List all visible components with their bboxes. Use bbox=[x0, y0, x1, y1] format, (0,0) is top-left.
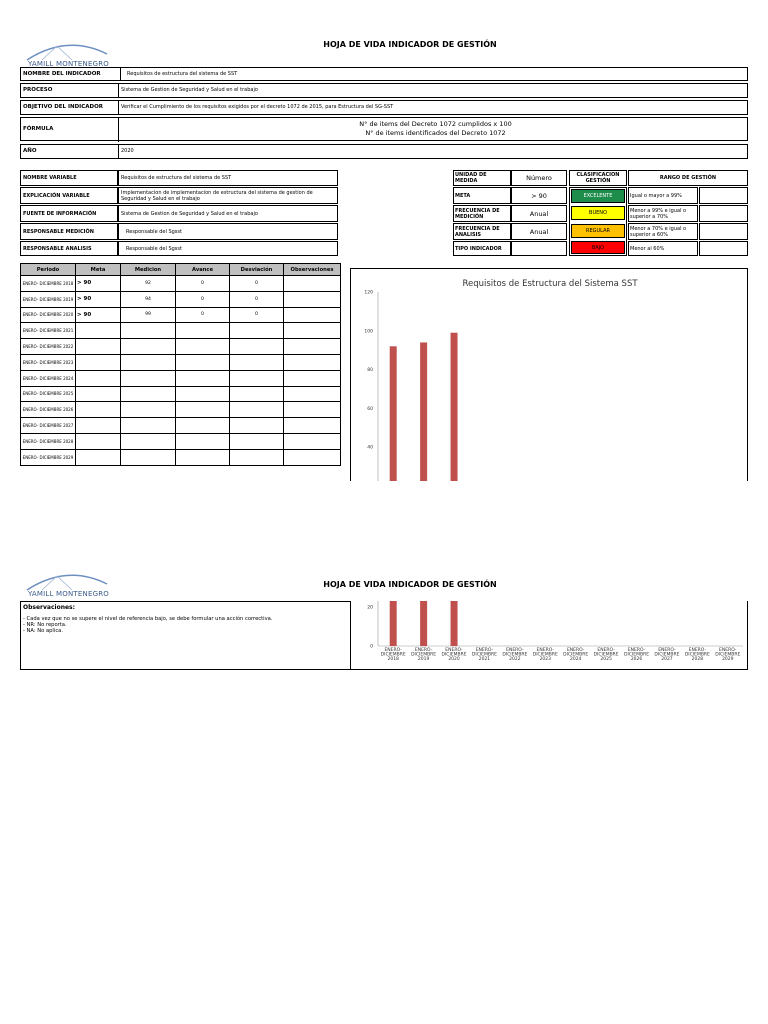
cell-medicion: 92 bbox=[121, 276, 176, 292]
page-title: HOJA DE VIDA INDICADOR DE GESTIÓN bbox=[323, 40, 497, 49]
table-row bbox=[21, 339, 341, 355]
x-tick-label: DICIEMBRE bbox=[471, 652, 497, 658]
x-tick-label: ENERO- bbox=[658, 648, 676, 653]
level-regular: REGULAR bbox=[571, 224, 625, 238]
chart-bar bbox=[390, 346, 397, 481]
x-tick-label: ENERO- bbox=[384, 648, 402, 653]
x-tick-label: ENERO- bbox=[719, 648, 737, 653]
label-nombre-indicador: NOMBRE DEL INDICADOR bbox=[23, 71, 101, 77]
x-tick-label: DICIEMBRE bbox=[654, 652, 680, 658]
row-formula bbox=[20, 117, 748, 141]
cell-desviacion bbox=[230, 354, 284, 370]
logo-text: YAMILL MONTENEGRO bbox=[28, 60, 109, 68]
cell-avance bbox=[176, 449, 230, 465]
chart-plot-bottom bbox=[351, 601, 748, 670]
label-proceso: PROCESO bbox=[23, 87, 53, 93]
observacion-line: - NR: No reporta. bbox=[23, 622, 67, 628]
level-excelente: EXCELENTE bbox=[571, 189, 625, 203]
cell-avance bbox=[176, 370, 230, 386]
x-tick-label: DICIEMBRE bbox=[563, 652, 589, 658]
results-table bbox=[20, 263, 341, 466]
y-tick-label: 60 bbox=[367, 406, 373, 412]
x-tick-label: DICIEMBRE bbox=[624, 652, 650, 658]
cell-meta: > 90 bbox=[76, 276, 121, 292]
cell-desviacion bbox=[230, 449, 284, 465]
cell-avance bbox=[176, 418, 230, 434]
col-medicion: Medicion bbox=[121, 264, 176, 276]
cell-periodo: ENERO- DICIEMBRE 2026 bbox=[21, 402, 76, 418]
cell-observaciones bbox=[284, 418, 341, 434]
row-nombre-indicador bbox=[20, 67, 748, 81]
cell-medicion bbox=[121, 433, 176, 449]
results-table-wrapper bbox=[20, 263, 340, 466]
table-row bbox=[21, 307, 341, 323]
value-anio: 2020 bbox=[118, 145, 134, 158]
cell-desviacion bbox=[230, 339, 284, 355]
cell-observaciones bbox=[284, 402, 341, 418]
logo-arc-icon bbox=[22, 570, 112, 592]
value-explicacion: Implementacion de implementacion de estructura del sistema de gestion de Seguridad y Salud en el trabajo bbox=[118, 187, 338, 204]
chart-bar bbox=[420, 601, 427, 646]
cell-medicion: 99 bbox=[121, 307, 176, 323]
cell-periodo: ENERO- DICIEMBRE 2028 bbox=[21, 433, 76, 449]
cell-periodo: ENERO- DICIEMBRE 2022 bbox=[21, 339, 76, 355]
x-tick-label: DICIEMBRE bbox=[593, 652, 619, 658]
x-tick-label: 2022 bbox=[509, 657, 521, 662]
cell-avance: 0 bbox=[176, 307, 230, 323]
cell-desviacion bbox=[230, 370, 284, 386]
cell-periodo: ENERO- DICIEMBRE 2023 bbox=[21, 354, 76, 370]
value-unidad-medida: Número bbox=[511, 170, 567, 186]
row-objetivo bbox=[20, 100, 748, 115]
cell-desviacion bbox=[230, 433, 284, 449]
label-resp-medicion: RESPONSABLE MEDICIÓN bbox=[20, 223, 118, 240]
x-tick-label: 2023 bbox=[539, 657, 552, 662]
cell-avance bbox=[176, 402, 230, 418]
cell-observaciones bbox=[284, 433, 341, 449]
header-rango: RANGO DE GESTIÓN bbox=[628, 170, 748, 186]
table-row bbox=[21, 418, 341, 434]
cell-meta bbox=[76, 370, 121, 386]
chart-plot-top bbox=[351, 269, 748, 481]
range-blank-3 bbox=[699, 223, 748, 240]
cell-medicion: 94 bbox=[121, 291, 176, 307]
table-row bbox=[21, 402, 341, 418]
y-tick-label: 40 bbox=[367, 445, 373, 451]
cell-desviacion: 0 bbox=[230, 307, 284, 323]
cell-medicion bbox=[121, 323, 176, 339]
x-tick-label: ENERO- bbox=[414, 648, 433, 653]
chart-bar bbox=[420, 342, 427, 481]
formula-numerator: N° de items del Decreto 1072 cumplidos x 100 bbox=[359, 120, 512, 128]
y-tick-label: 80 bbox=[367, 368, 373, 374]
x-tick-label: 2028 bbox=[691, 657, 704, 662]
cell-meta: > 90 bbox=[76, 291, 121, 307]
col-meta: Meta bbox=[76, 264, 121, 276]
clasificacion-box bbox=[569, 187, 627, 256]
cell-avance bbox=[176, 339, 230, 355]
x-tick-label: DICIEMBRE bbox=[715, 652, 741, 658]
value-fuente: Sistema de Gestion de Seguridad y Salud en el trabajo bbox=[118, 205, 338, 222]
table-header-row bbox=[21, 264, 341, 276]
x-tick-label: DICIEMBRE bbox=[502, 652, 528, 658]
table-row bbox=[21, 276, 341, 292]
level-bajo: BAJO bbox=[571, 241, 625, 254]
x-tick-label: ENERO- bbox=[506, 648, 524, 653]
cell-medicion bbox=[121, 386, 176, 402]
cell-meta bbox=[76, 418, 121, 434]
cell-avance bbox=[176, 354, 230, 370]
cell-periodo: ENERO- DICIEMBRE 2024 bbox=[21, 370, 76, 386]
x-tick-label: 2027 bbox=[661, 657, 673, 662]
x-tick-label: 2019 bbox=[417, 657, 430, 662]
cell-meta bbox=[76, 449, 121, 465]
table-row bbox=[21, 354, 341, 370]
observacion-line: - Cada vez que no se supere el nivel de referencia bajo, se debe formular una acción correctiva. bbox=[23, 616, 273, 622]
col-avance: Avance bbox=[176, 264, 230, 276]
formula-box bbox=[118, 118, 750, 142]
x-tick-label: ENERO- bbox=[566, 648, 585, 653]
label-tipo-indicador: TIPO INDICADOR bbox=[453, 241, 511, 256]
cell-periodo: ENERO- DICIEMBRE 2029 bbox=[21, 449, 76, 465]
cell-desviacion: 0 bbox=[230, 276, 284, 292]
x-tick-label: 2018 bbox=[387, 657, 399, 662]
table-row bbox=[21, 370, 341, 386]
label-meta: META bbox=[453, 187, 511, 204]
label-unidad-medida: UNIDAD DE MEDIDA bbox=[453, 170, 511, 186]
x-tick-label: 2025 bbox=[600, 657, 612, 662]
x-tick-label: DICIEMBRE bbox=[411, 652, 437, 658]
cell-meta bbox=[76, 354, 121, 370]
cell-observaciones bbox=[284, 339, 341, 355]
range-excelente: Igual o mayor a 99% bbox=[628, 187, 698, 204]
chart-bar bbox=[451, 601, 458, 646]
table-row bbox=[21, 449, 341, 465]
cell-observaciones bbox=[284, 354, 341, 370]
cell-desviacion bbox=[230, 323, 284, 339]
x-tick-label: ENERO- bbox=[445, 648, 463, 653]
cell-avance: 0 bbox=[176, 276, 230, 292]
chart-bar bbox=[451, 333, 458, 481]
cell-medicion bbox=[121, 354, 176, 370]
y-tick-label: 120 bbox=[364, 290, 373, 296]
table-row bbox=[21, 386, 341, 402]
cell-periodo: ENERO- DICIEMBRE 2018 bbox=[21, 276, 76, 292]
cell-desviacion bbox=[230, 386, 284, 402]
label-fuente: FUENTE DE INFORMACIÓN bbox=[20, 205, 118, 222]
cell-meta bbox=[76, 402, 121, 418]
cell-observaciones bbox=[284, 323, 341, 339]
cell-avance: 0 bbox=[176, 291, 230, 307]
y-tick-label: 100 bbox=[364, 329, 373, 335]
value-frec-medicion: Anual bbox=[511, 205, 567, 222]
range-blank-2 bbox=[699, 205, 748, 222]
cell-meta bbox=[76, 433, 121, 449]
label-frec-analisis: FRECUENCIA DE ANALISIS bbox=[453, 223, 511, 240]
table-row bbox=[21, 291, 341, 307]
range-regular: Menor a 70% e igual o superior a 60% bbox=[628, 223, 698, 240]
cell-desviacion bbox=[230, 402, 284, 418]
x-tick-label: DICIEMBRE bbox=[380, 652, 406, 658]
x-tick-label: ENERO- bbox=[536, 648, 555, 653]
row-anio bbox=[20, 144, 748, 159]
chart-bar bbox=[390, 601, 397, 646]
x-tick-label: 2024 bbox=[569, 657, 582, 662]
level-bueno: BUENO bbox=[571, 206, 625, 220]
company-logo-page2 bbox=[22, 570, 112, 600]
observaciones-box bbox=[20, 601, 350, 670]
chart-container-top bbox=[350, 268, 748, 481]
col-periodo: Periodo bbox=[21, 264, 76, 276]
cell-meta bbox=[76, 386, 121, 402]
label-explicacion: EXPLICACIÓN VARIABLE bbox=[20, 187, 118, 204]
row-proceso bbox=[20, 83, 748, 98]
value-tipo-indicador bbox=[511, 241, 567, 256]
range-blank-1 bbox=[699, 187, 748, 204]
cell-desviacion: 0 bbox=[230, 291, 284, 307]
x-tick-label: DICIEMBRE bbox=[532, 652, 558, 658]
label-formula: FÓRMULA bbox=[23, 126, 54, 132]
cell-observaciones bbox=[284, 307, 341, 323]
value-proceso: Sistema de Gestion de Seguridad y Salud en el trabajo bbox=[118, 84, 258, 97]
company-logo bbox=[22, 40, 112, 70]
observaciones-title: Observaciones: bbox=[23, 604, 76, 611]
col-observaciones: Observaciones bbox=[284, 264, 341, 276]
table-row bbox=[21, 323, 341, 339]
range-blank-4 bbox=[699, 241, 748, 256]
cell-periodo: ENERO- DICIEMBRE 2027 bbox=[21, 418, 76, 434]
cell-medicion bbox=[121, 449, 176, 465]
x-tick-label: 2029 bbox=[722, 657, 734, 662]
cell-periodo: ENERO- DICIEMBRE 2025 bbox=[21, 386, 76, 402]
cell-observaciones bbox=[284, 449, 341, 465]
chart-container-bottom bbox=[350, 601, 748, 670]
cell-medicion bbox=[121, 370, 176, 386]
x-tick-label: DICIEMBRE bbox=[441, 652, 467, 658]
cell-observaciones bbox=[284, 291, 341, 307]
cell-desviacion bbox=[230, 418, 284, 434]
value-meta: > 90 bbox=[511, 187, 567, 204]
cell-observaciones bbox=[284, 276, 341, 292]
cell-meta bbox=[76, 323, 121, 339]
formula-denominator: N° de items identificados del Decreto 1072 bbox=[365, 129, 506, 137]
page2-title: HOJA DE VIDA INDICADOR DE GESTIÓN bbox=[323, 580, 497, 589]
label-frec-medicion: FRECUENCIA DE MEDICIÓN bbox=[453, 205, 511, 222]
cell-meta bbox=[76, 339, 121, 355]
range-bajo: Menor al 60% bbox=[628, 241, 698, 256]
col-desviacion: Desviación bbox=[230, 264, 284, 276]
label-objetivo: OBJETIVO DEL INDICADOR bbox=[23, 104, 103, 110]
y-tick-label: 0 bbox=[370, 644, 373, 650]
cell-medicion bbox=[121, 339, 176, 355]
cell-meta: > 90 bbox=[76, 307, 121, 323]
value-resp-analisis: Responsable del Sgsst bbox=[118, 241, 338, 256]
logo-text: YAMILL MONTENEGRO bbox=[28, 590, 109, 598]
cell-avance bbox=[176, 386, 230, 402]
value-nombre-indicador: Requisitos de estructura del sistema de SST bbox=[120, 68, 237, 80]
header-clasificacion: CLASIFICACION GESTIÓN bbox=[569, 170, 627, 186]
cell-periodo: ENERO- DICIEMBRE 2019 bbox=[21, 291, 76, 307]
label-resp-analisis: RESPONSABLE ANALISIS bbox=[20, 241, 118, 256]
x-tick-label: 2026 bbox=[630, 657, 643, 662]
cell-avance bbox=[176, 433, 230, 449]
value-resp-medicion: Responsable del Sgsst bbox=[118, 223, 338, 240]
x-tick-label: 2021 bbox=[478, 657, 491, 662]
value-objetivo: Verificar el Cumplimiento de los requisitos exigidos por el decreto 1072 de 2015, para Estructura del SG-SST bbox=[118, 101, 393, 114]
cell-avance bbox=[176, 323, 230, 339]
x-tick-label: DICIEMBRE bbox=[684, 652, 710, 658]
observacion-line: - NA: No aplica. bbox=[23, 628, 63, 634]
range-bueno: Menor a 99% e igual o superior a 70% bbox=[628, 205, 698, 222]
cell-medicion bbox=[121, 402, 176, 418]
cell-medicion bbox=[121, 418, 176, 434]
cell-periodo: ENERO- DICIEMBRE 2021 bbox=[21, 323, 76, 339]
x-tick-label: ENERO- bbox=[627, 648, 646, 653]
cell-observaciones bbox=[284, 370, 341, 386]
chart-title: Requisitos de Estructura del Sistema SST bbox=[462, 279, 638, 289]
cell-observaciones bbox=[284, 386, 341, 402]
x-tick-label: ENERO- bbox=[597, 648, 615, 653]
x-tick-label: 2020 bbox=[448, 657, 460, 662]
label-nombre-variable: NOMBRE VARIABLE bbox=[20, 170, 118, 186]
y-tick-label: 20 bbox=[367, 605, 373, 611]
label-anio: AÑO bbox=[23, 148, 37, 154]
x-tick-label: ENERO- bbox=[475, 648, 494, 653]
value-nombre-variable: Requisitos de estructura del sistema de SST bbox=[118, 170, 338, 186]
table-row bbox=[21, 433, 341, 449]
logo-arc-icon bbox=[22, 40, 112, 62]
x-tick-label: ENERO- bbox=[688, 648, 707, 653]
value-frec-analisis: Anual bbox=[511, 223, 567, 240]
cell-periodo: ENERO- DICIEMBRE 2020 bbox=[21, 307, 76, 323]
